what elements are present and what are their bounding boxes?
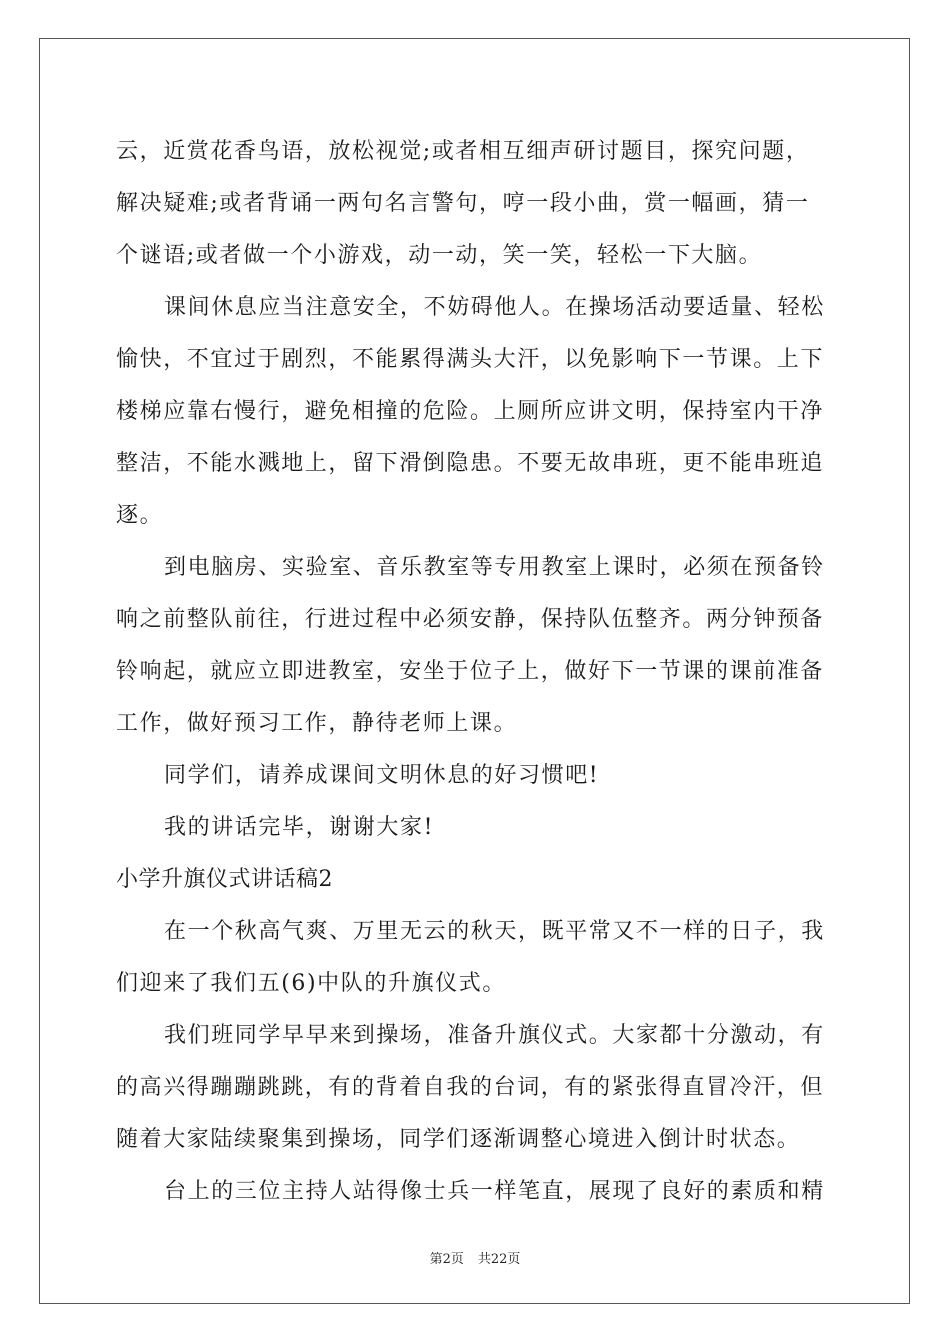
text-line: 工作，做好预习工作，静待老师上课。 — [116, 711, 518, 736]
text-line: 随着大家陆续聚集到操场，同学们逐渐调整心境进入倒计时状态。 — [116, 1127, 801, 1152]
document-body — [116, 126, 832, 1218]
paragraph-start-line: 课间休息应当注意安全，不妨碍他人。在操场活动要适量、轻松 — [164, 295, 825, 320]
page-footer — [0, 1248, 950, 1267]
text-line: 云，近赏花香鸟语，放松视觉;或者相互细声研讨题目，探究问题， — [116, 139, 810, 164]
text-line: 个谜语;或者做一个小游戏，动一动，笑一笑，轻松一下大脑。 — [116, 243, 763, 268]
paragraph-start-line: 我的讲话完毕，谢谢大家! — [164, 815, 435, 840]
text-line: 响之前整队前往，行进过程中必须安静，保持队伍整齐。两分钟预备 — [116, 607, 825, 632]
page-number: 第2页 — [429, 1252, 464, 1267]
text-line: 逐。 — [116, 503, 164, 528]
paragraph-start-line: 台上的三位主持人站得像士兵一样笔直，展现了良好的素质和精 — [164, 1179, 825, 1204]
paragraph-start-line: 到电脑房、实验室、音乐教室等专用教室上课时，必须在预备铃 — [164, 555, 825, 580]
paragraph-start-line: 同学们，请养成课间文明休息的好习惯吧! — [164, 763, 600, 788]
paragraph-start-line: 我们班同学早早来到操场，准备升旗仪式。大家都十分激动，有 — [164, 1023, 825, 1048]
text-line: 愉快，不宜过于剧烈，不能累得满头大汗，以免影响下一节课。上下 — [116, 347, 825, 372]
text-line: 整洁，不能水溅地上，留下滑倒隐患。不要无故串班，更不能串班追 — [116, 451, 825, 476]
text-line: 们迎来了我们五(6)中队的升旗仪式。 — [116, 971, 506, 996]
text-line: 楼梯应靠右慢行，避免相撞的危险。上厕所应讲文明，保持室内干净 — [116, 399, 825, 424]
text-line: 铃响起，就应立即进教室，安坐于位子上，做好下一节课的课前准备 — [116, 659, 825, 684]
total-pages: 共22页 — [477, 1252, 521, 1267]
section-heading: 小学升旗仪式讲话稿2 — [116, 867, 333, 892]
paragraph-start-line: 在一个秋高气爽、万里无云的秋天，既平常又不一样的日子，我 — [164, 919, 825, 944]
text-line: 的高兴得蹦蹦跳跳，有的背着自我的台词，有的紧张得直冒冷汗，但 — [116, 1075, 825, 1100]
text-line: 解决疑难;或者背诵一两句名言警句，哼一段小曲，赏一幅画，猜一 — [116, 191, 810, 216]
